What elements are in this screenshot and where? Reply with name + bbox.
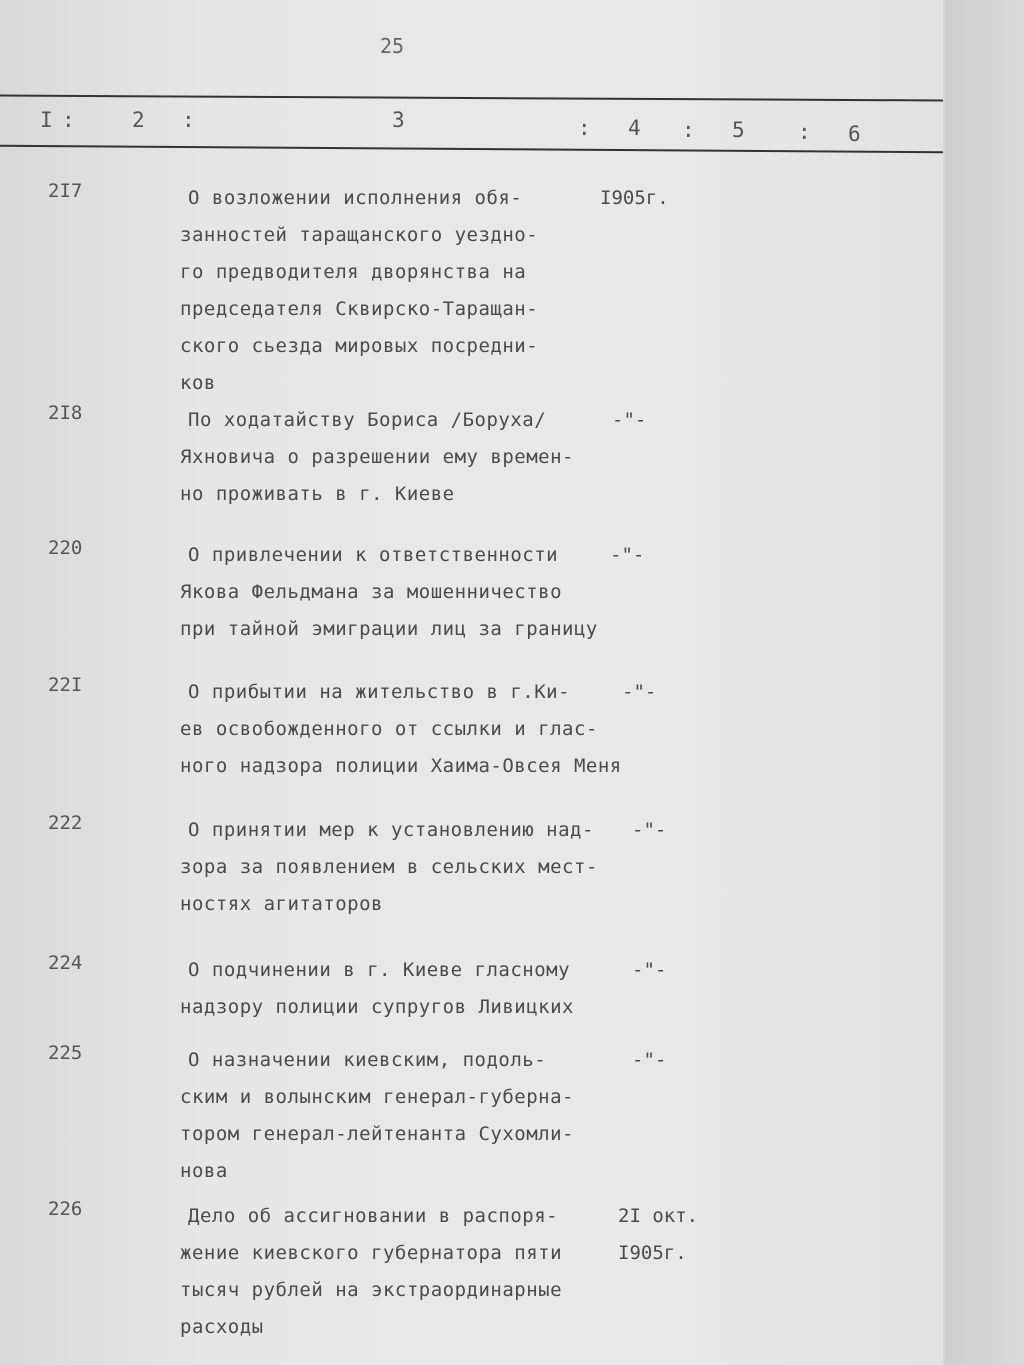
entry-date [600, 180, 669, 217]
entry-number: 220 [48, 537, 83, 559]
column-header-5: 5 [732, 118, 745, 142]
entry-title-line: Дело об ассигновании в распоря- [188, 1205, 559, 1227]
column-header-4: 4 [628, 116, 641, 140]
entry-title-line: председателя Сквирско-Таращан- [180, 298, 539, 320]
entry-number: 226 [48, 1198, 83, 1220]
entry-date-line: 2I окт. [618, 1205, 699, 1227]
entry-title-line: но проживать в г. Киеве [180, 483, 455, 505]
entry-title-line: ским и волынским генерал-губерна- [180, 1086, 574, 1108]
entry-date [618, 1198, 698, 1272]
entry-title-line: ного надзора полиции Хаима-Овсея Меня [180, 755, 622, 777]
entry-title-line: при тайной эмиграции лиц за границу [180, 618, 598, 640]
entry-date-line: -"- [632, 1049, 667, 1071]
entry-title-line: нова [180, 1160, 228, 1182]
entry-date [622, 674, 656, 711]
page-number: 25 [380, 34, 405, 58]
column-header-1: I [40, 108, 53, 132]
entry-date [632, 812, 666, 849]
column-separator: : [578, 116, 591, 140]
entry-title-line: Яхновича о разрешении ему времен- [180, 446, 574, 468]
entry-title-line: О подчинении в г. Киеве гласному [188, 959, 571, 981]
column-separator: : [62, 108, 75, 132]
entry-title [180, 180, 538, 402]
entry-date [612, 402, 646, 439]
entry-number: 2I8 [48, 402, 83, 424]
entry-title-line: го предводителя дворянства на [180, 261, 527, 283]
entry-date [632, 1042, 666, 1079]
entry-date-line: -"- [612, 409, 647, 431]
entry-date-line: -"- [622, 681, 657, 703]
entry-title-line: надзору полиции супругов Ливицких [180, 996, 574, 1018]
column-header-6: 6 [848, 122, 861, 146]
entry-title-line: О прибытии на жительство в г.Ки- [188, 681, 571, 703]
column-header-2: 2 [132, 108, 145, 132]
entry-title [180, 674, 622, 785]
entry-title [180, 1042, 574, 1190]
entry-title-line: ков [180, 372, 216, 394]
entry-title-line: зора за появлением в сельских мест- [180, 856, 598, 878]
entry-title [180, 1198, 562, 1346]
entry-number: 22I [48, 674, 83, 696]
entry-title-line: Якова Фельдмана за мошенничество [180, 581, 563, 603]
entry-title-line: О возложении исполнения обя- [188, 187, 523, 209]
header-top-rule [0, 95, 943, 102]
entry-title-line: жение киевского губернатора пяти [180, 1242, 563, 1264]
column-separator: : [798, 120, 811, 144]
entry-title [180, 952, 574, 1026]
column-header-3: 3 [392, 108, 405, 132]
entry-date [632, 952, 666, 989]
entry-title-line: ностях агитаторов [180, 893, 383, 915]
entry-title-line: О привлечении к ответственности [188, 544, 559, 566]
entry-number: 225 [48, 1042, 83, 1064]
entry-date-line: -"- [632, 959, 667, 981]
entry-title-line: О назначении киевским, подоль- [188, 1049, 547, 1071]
entry-date-line: -"- [610, 544, 645, 566]
entry-title [180, 402, 574, 513]
column-separator: : [182, 108, 195, 132]
entry-title [180, 537, 598, 648]
entry-title-line: тысяч рублей на экстраординарные [180, 1279, 563, 1301]
entry-date-line: I905г. [600, 187, 669, 209]
entry-date [610, 537, 644, 574]
entry-date-line: -"- [632, 819, 667, 841]
entry-number: 224 [48, 952, 83, 974]
entry-title [180, 812, 598, 923]
entry-date-line: I905г. [618, 1242, 687, 1264]
column-separator: : [682, 118, 695, 142]
entry-number: 2I7 [48, 180, 83, 202]
entry-title-line: О принятии мер к установлению над- [188, 819, 594, 841]
entry-title-line: тором генерал-лейтенанта Сухомли- [180, 1123, 574, 1145]
entry-number: 222 [48, 812, 83, 834]
entry-title-line: занностей таращанского уездно- [180, 224, 539, 246]
entry-title-line: ского сьезда мировых посредни- [180, 335, 539, 357]
entry-title-line: ев освобожденного от ссылки и глас- [180, 718, 598, 740]
entry-title-line: По ходатайству Бориса /Боруха/ [188, 409, 547, 431]
header-bottom-rule [0, 145, 943, 154]
entry-title-line: расходы [180, 1316, 264, 1338]
